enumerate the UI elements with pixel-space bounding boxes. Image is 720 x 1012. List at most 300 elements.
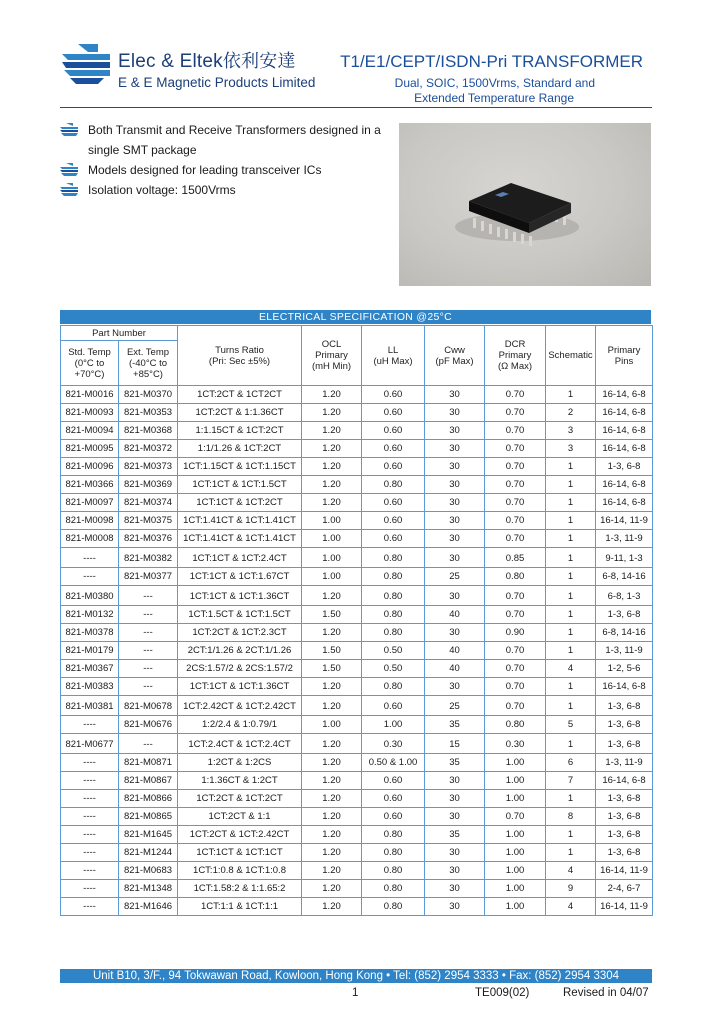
cww-value: 30 — [425, 862, 485, 880]
turns-ratio: 1CT:2.4CT & 1CT:2.4CT — [178, 734, 302, 754]
ext-temp-part: 821-M1348 — [119, 880, 178, 898]
schematic-number: 3 — [546, 422, 596, 440]
table-row — [61, 772, 653, 790]
primary-pins: 16-14, 6-8 — [596, 678, 653, 696]
table-row — [61, 734, 653, 754]
ll-value: 0.80 — [362, 898, 425, 916]
cww-value: 40 — [425, 606, 485, 624]
std-temp-part: 821-M0367 — [61, 660, 119, 678]
primary-pins: 16-14, 6-8 — [596, 476, 653, 494]
ocl-header: OCL Primary (mH Min) — [302, 326, 362, 386]
ext-temp-part: --- — [119, 678, 178, 696]
table-row — [61, 898, 653, 916]
cww-value: 30 — [425, 772, 485, 790]
primary-pins: 16-14, 6-8 — [596, 494, 653, 512]
company-name: Elec & Eltek依利安達 — [118, 51, 296, 72]
schematic-number: 7 — [546, 772, 596, 790]
primary-pins: 1-3, 6-8 — [596, 790, 653, 808]
table-row — [61, 606, 653, 624]
cww-value: 15 — [425, 734, 485, 754]
primary-pins: 1-3, 11-9 — [596, 530, 653, 548]
cww-value: 30 — [425, 440, 485, 458]
std-temp-part: 821-M0366 — [61, 476, 119, 494]
turns-ratio: 1CT:2CT & 1CT:2.3CT — [178, 624, 302, 642]
cww-value: 30 — [425, 808, 485, 826]
primary-pins: 16-14, 11-9 — [596, 862, 653, 880]
std-temp-part: 821-M0677 — [61, 734, 119, 754]
std-temp-part: 821-M0179 — [61, 642, 119, 660]
ocl-value: 1.20 — [302, 440, 362, 458]
ll-value: 0.80 — [362, 606, 425, 624]
std-temp-header: Std. Temp (0°C to +70°C) — [61, 341, 119, 386]
cww-value: 40 — [425, 660, 485, 678]
primary-pins: 16-14, 11-9 — [596, 512, 653, 530]
feature-text: Models designed for leading transceiver ICs — [88, 163, 322, 177]
schematic-number: 5 — [546, 716, 596, 734]
dcr-value: 0.70 — [485, 512, 546, 530]
cww-header: Cww (pF Max) — [425, 326, 485, 386]
std-temp-part: 821-M0098 — [61, 512, 119, 530]
ll-value: 0.60 — [362, 530, 425, 548]
ext-temp-part: 821-M0353 — [119, 404, 178, 422]
ll-value: 0.80 — [362, 624, 425, 642]
document-code: TE009(02) — [475, 987, 530, 999]
table-row — [61, 476, 653, 494]
smt-transformer-icon — [399, 123, 651, 286]
ocl-value: 1.00 — [302, 548, 362, 568]
feature-list — [60, 120, 390, 200]
part-number-header: Part Number — [61, 326, 178, 341]
spec-table-body — [61, 386, 653, 916]
dcr-value: 0.70 — [485, 530, 546, 548]
ext-temp-part: 821-M0370 — [119, 386, 178, 404]
ll-value: 0.60 — [362, 696, 425, 716]
dcr-value: 0.70 — [485, 678, 546, 696]
cww-value: 30 — [425, 494, 485, 512]
ll-value: 0.80 — [362, 548, 425, 568]
ext-temp-part: 821-M0377 — [119, 568, 178, 586]
turns-ratio: 1CT:1.15CT & 1CT:1.15CT — [178, 458, 302, 476]
schematic-number: 1 — [546, 548, 596, 568]
cww-value: 35 — [425, 754, 485, 772]
table-row — [61, 568, 653, 586]
dcr-value: 0.70 — [485, 404, 546, 422]
std-temp-part: ---- — [61, 808, 119, 826]
std-temp-part: 821-M0381 — [61, 696, 119, 716]
dcr-value: 0.70 — [485, 696, 546, 716]
ext-temp-part: 821-M0871 — [119, 754, 178, 772]
turns-ratio: 1CT:1CT & 1CT:1.36CT — [178, 678, 302, 696]
ext-temp-part: 821-M1646 — [119, 898, 178, 916]
cww-value: 30 — [425, 898, 485, 916]
ocl-value: 1.20 — [302, 790, 362, 808]
table-row — [61, 808, 653, 826]
ocl-value: 1.00 — [302, 530, 362, 548]
ext-temp-part: --- — [119, 606, 178, 624]
cww-value: 30 — [425, 530, 485, 548]
ll-value: 0.60 — [362, 494, 425, 512]
primary-pins: 1-3, 11-9 — [596, 754, 653, 772]
cww-value: 30 — [425, 476, 485, 494]
document-subtitle-line1: Dual, SOIC, 1500Vrms, Standard and — [394, 76, 595, 90]
cww-value: 30 — [425, 458, 485, 476]
turns-ratio: 1CT:1CT & 1CT:1.5CT — [178, 476, 302, 494]
feature-item — [60, 160, 390, 180]
cww-value: 30 — [425, 624, 485, 642]
ll-value: 0.80 — [362, 880, 425, 898]
table-row — [61, 696, 653, 716]
table-row — [61, 530, 653, 548]
table-row — [61, 716, 653, 734]
std-temp-part: ---- — [61, 844, 119, 862]
ext-temp-part: --- — [119, 734, 178, 754]
schematic-number: 1 — [546, 826, 596, 844]
table-row — [61, 440, 653, 458]
ll-value: 0.60 — [362, 386, 425, 404]
cww-value: 30 — [425, 844, 485, 862]
ll-value: 0.80 — [362, 586, 425, 606]
ocl-value: 1.20 — [302, 678, 362, 696]
ocl-value: 1.20 — [302, 476, 362, 494]
schematic-number: 4 — [546, 898, 596, 916]
schematic-number: 2 — [546, 404, 596, 422]
ll-value: 0.60 — [362, 512, 425, 530]
ext-temp-part: 821-M0376 — [119, 530, 178, 548]
cww-value: 35 — [425, 826, 485, 844]
std-temp-part: ---- — [61, 754, 119, 772]
ll-value: 0.50 & 1.00 — [362, 754, 425, 772]
ll-value: 0.60 — [362, 790, 425, 808]
std-temp-part: ---- — [61, 862, 119, 880]
table-row — [61, 586, 653, 606]
turns-ratio: 1:2CT & 1:2CS — [178, 754, 302, 772]
std-temp-part: 821-M0096 — [61, 458, 119, 476]
table-row — [61, 754, 653, 772]
schematic-number: 4 — [546, 862, 596, 880]
primary-pins: 16-14, 11-9 — [596, 898, 653, 916]
schematic-number: 8 — [546, 808, 596, 826]
ocl-value: 1.20 — [302, 772, 362, 790]
ocl-value: 1.20 — [302, 734, 362, 754]
cww-value: 25 — [425, 568, 485, 586]
ext-temp-header: Ext. Temp (-40°C to +85°C) — [119, 341, 178, 386]
document-subtitle-line2: Extended Temperature Range — [414, 91, 574, 105]
ll-value: 0.50 — [362, 660, 425, 678]
turns-ratio: 1:1/1.26 & 1CT:2CT — [178, 440, 302, 458]
turns-ratio: 1CT:2CT & 1:1.36CT — [178, 404, 302, 422]
document-title: T1/E1/CEPT/ISDN-Pri TRANSFORMER — [340, 52, 643, 71]
ll-value: 0.80 — [362, 862, 425, 880]
ext-temp-part: 821-M0369 — [119, 476, 178, 494]
ext-temp-part: 821-M0382 — [119, 548, 178, 568]
schematic-number: 1 — [546, 494, 596, 512]
table-row — [61, 624, 653, 642]
table-row — [61, 458, 653, 476]
turns-ratio: 1CT:1CT & 1CT:1.36CT — [178, 586, 302, 606]
cww-value: 30 — [425, 880, 485, 898]
ext-temp-part: 821-M0678 — [119, 696, 178, 716]
std-temp-part: ---- — [61, 548, 119, 568]
std-temp-part: 821-M0095 — [61, 440, 119, 458]
primary-pins: 1-3, 6-8 — [596, 808, 653, 826]
feature-text: Both Transmit and Receive Transformers designed in a single SMT package — [88, 123, 381, 157]
dcr-value: 0.90 — [485, 624, 546, 642]
schematic-number: 1 — [546, 844, 596, 862]
turns-ratio: 1CT:1CT & 1CT:1CT — [178, 844, 302, 862]
turns-ratio: 1:1.15CT & 1CT:2CT — [178, 422, 302, 440]
feature-item — [60, 120, 390, 160]
schematic-header: Schematic — [546, 326, 596, 386]
turns-ratio: 1:1.36CT & 1:2CT — [178, 772, 302, 790]
dcr-value: 0.70 — [485, 440, 546, 458]
ocl-value: 1.20 — [302, 386, 362, 404]
ext-temp-part: --- — [119, 642, 178, 660]
ll-value: 0.80 — [362, 826, 425, 844]
company-name-cjk: 依利安達 — [222, 51, 296, 72]
schematic-number: 1 — [546, 790, 596, 808]
ll-value: 0.60 — [362, 404, 425, 422]
header-divider — [60, 107, 652, 108]
cww-value: 30 — [425, 678, 485, 696]
ocl-value: 1.20 — [302, 494, 362, 512]
primary-pins: 2-4, 6-7 — [596, 880, 653, 898]
turns-ratio: 1CT:1:1 & 1CT:1:1 — [178, 898, 302, 916]
primary-pins: 1-3, 6-8 — [596, 458, 653, 476]
cww-value: 35 — [425, 716, 485, 734]
dcr-value: 1.00 — [485, 880, 546, 898]
dcr-value: 1.00 — [485, 826, 546, 844]
ocl-value: 1.50 — [302, 660, 362, 678]
dcr-value: 0.70 — [485, 808, 546, 826]
schematic-number: 3 — [546, 440, 596, 458]
dcr-value: 0.70 — [485, 458, 546, 476]
schematic-number: 1 — [546, 586, 596, 606]
schematic-number: 1 — [546, 512, 596, 530]
cww-value: 30 — [425, 422, 485, 440]
table-row — [61, 404, 653, 422]
table-row — [61, 548, 653, 568]
std-temp-part: ---- — [61, 880, 119, 898]
primary-pins: 6-8, 1-3 — [596, 586, 653, 606]
footer-address-bar: Unit B10, 3/F., 94 Tokwawan Road, Kowloon, Hong Kong • Tel: (852) 2954 3333 • Fax: (852) 2954 3304 — [60, 969, 652, 983]
table-row — [61, 422, 653, 440]
primary-pins: 6-8, 14-16 — [596, 624, 653, 642]
ocl-value: 1.20 — [302, 422, 362, 440]
ocl-value: 1.20 — [302, 458, 362, 476]
schematic-number: 1 — [546, 476, 596, 494]
schematic-number: 6 — [546, 754, 596, 772]
turns-ratio: 1CT:1.41CT & 1CT:1.41CT — [178, 530, 302, 548]
dcr-value: 1.00 — [485, 862, 546, 880]
ocl-value: 1.00 — [302, 568, 362, 586]
ll-value: 0.80 — [362, 476, 425, 494]
dcr-value: 1.00 — [485, 772, 546, 790]
dcr-value: 0.70 — [485, 476, 546, 494]
primary-pins: 1-3, 6-8 — [596, 844, 653, 862]
ll-value: 0.30 — [362, 734, 425, 754]
dcr-header: DCR Primary (Ω Max) — [485, 326, 546, 386]
primary-pins: 1-3, 6-8 — [596, 826, 653, 844]
ocl-value: 1.20 — [302, 696, 362, 716]
ocl-value: 1.20 — [302, 624, 362, 642]
schematic-number: 1 — [546, 458, 596, 476]
primary-pins: 1-3, 6-8 — [596, 716, 653, 734]
dcr-value: 0.70 — [485, 660, 546, 678]
ext-temp-part: 821-M0374 — [119, 494, 178, 512]
primary-pins: 16-14, 6-8 — [596, 386, 653, 404]
turns-ratio: 1CT:1CT & 1CT:1.67CT — [178, 568, 302, 586]
turns-ratio: 1CT:1.41CT & 1CT:1.41CT — [178, 512, 302, 530]
ll-value: 0.60 — [362, 422, 425, 440]
cww-value: 25 — [425, 696, 485, 716]
primary-pins: 1-3, 6-8 — [596, 606, 653, 624]
std-temp-part: ---- — [61, 790, 119, 808]
turns-ratio: 1CT:2CT & 1:1 — [178, 808, 302, 826]
std-temp-part: 821-M0097 — [61, 494, 119, 512]
ocl-value: 1.50 — [302, 642, 362, 660]
ll-header: LL (uH Max) — [362, 326, 425, 386]
ll-value: 0.80 — [362, 568, 425, 586]
table-row — [61, 386, 653, 404]
turns-ratio-header: Turns Ratio (Pri: Sec ±5%) — [178, 326, 302, 386]
ll-value: 1.00 — [362, 716, 425, 734]
dcr-value: 1.00 — [485, 844, 546, 862]
bullet-logo-icon — [60, 163, 78, 177]
ext-temp-part: 821-M1645 — [119, 826, 178, 844]
table-row — [61, 826, 653, 844]
schematic-number: 1 — [546, 568, 596, 586]
dcr-value: 0.80 — [485, 568, 546, 586]
dcr-value: 0.85 — [485, 548, 546, 568]
schematic-number: 1 — [546, 624, 596, 642]
primary-pins: 1-3, 6-8 — [596, 734, 653, 754]
turns-ratio: 1CT:1CT & 1CT:2.4CT — [178, 548, 302, 568]
dcr-value: 0.70 — [485, 586, 546, 606]
table-row — [61, 790, 653, 808]
ext-temp-part: 821-M0375 — [119, 512, 178, 530]
turns-ratio: 1CT:2CT & 1CT2CT — [178, 386, 302, 404]
revision-date: Revised in 04/07 — [563, 987, 649, 999]
dcr-value: 0.70 — [485, 606, 546, 624]
turns-ratio: 1CT:2.42CT & 1CT:2.42CT — [178, 696, 302, 716]
std-temp-part: 821-M0383 — [61, 678, 119, 696]
ocl-value: 1.20 — [302, 880, 362, 898]
ocl-value: 1.20 — [302, 808, 362, 826]
primary-pins: 9-11, 1-3 — [596, 548, 653, 568]
ext-temp-part: --- — [119, 660, 178, 678]
ext-temp-part: 821-M0683 — [119, 862, 178, 880]
turns-ratio: 1:2/2.4 & 1:0.79/1 — [178, 716, 302, 734]
ocl-value: 1.20 — [302, 862, 362, 880]
std-temp-part: ---- — [61, 898, 119, 916]
table-row — [61, 844, 653, 862]
dcr-value: 0.70 — [485, 642, 546, 660]
cww-value: 30 — [425, 386, 485, 404]
dcr-value: 0.30 — [485, 734, 546, 754]
std-temp-part: 821-M0132 — [61, 606, 119, 624]
ext-temp-part: 821-M0867 — [119, 772, 178, 790]
company-logo-icon — [60, 42, 112, 86]
table-row — [61, 512, 653, 530]
table-row — [61, 642, 653, 660]
schematic-number: 1 — [546, 696, 596, 716]
turns-ratio: 1CT:2CT & 1CT:2.42CT — [178, 826, 302, 844]
schematic-number: 9 — [546, 880, 596, 898]
schematic-number: 1 — [546, 530, 596, 548]
table-row — [61, 678, 653, 696]
ocl-value: 1.20 — [302, 754, 362, 772]
std-temp-part: 821-M0093 — [61, 404, 119, 422]
ext-temp-part: 821-M0368 — [119, 422, 178, 440]
std-temp-part: ---- — [61, 826, 119, 844]
primary-pins: 16-14, 6-8 — [596, 440, 653, 458]
std-temp-part: ---- — [61, 716, 119, 734]
std-temp-part: 821-M0378 — [61, 624, 119, 642]
dcr-value: 0.70 — [485, 422, 546, 440]
product-photo — [399, 123, 651, 286]
ll-value: 0.80 — [362, 678, 425, 696]
schematic-number: 1 — [546, 734, 596, 754]
std-temp-part: 821-M0380 — [61, 586, 119, 606]
table-row — [61, 880, 653, 898]
schematic-number: 1 — [546, 386, 596, 404]
table-row — [61, 862, 653, 880]
table-row — [61, 660, 653, 678]
ocl-value: 1.20 — [302, 404, 362, 422]
primary-pins: 1-2, 5-6 — [596, 660, 653, 678]
cww-value: 30 — [425, 586, 485, 606]
ext-temp-part: 821-M0372 — [119, 440, 178, 458]
dcr-value: 0.70 — [485, 494, 546, 512]
ocl-value: 1.20 — [302, 826, 362, 844]
std-temp-part: 821-M0016 — [61, 386, 119, 404]
ocl-value: 1.50 — [302, 606, 362, 624]
turns-ratio: 1CT:1.5CT & 1CT:1.5CT — [178, 606, 302, 624]
ocl-value: 1.00 — [302, 716, 362, 734]
table-row — [61, 494, 653, 512]
cww-value: 30 — [425, 790, 485, 808]
primary-pins: 16-14, 6-8 — [596, 422, 653, 440]
primary-pins: 16-14, 6-8 — [596, 404, 653, 422]
dcr-value: 0.70 — [485, 386, 546, 404]
primary-pins-header: Primary Pins — [596, 326, 653, 386]
primary-pins: 16-14, 6-8 — [596, 772, 653, 790]
dcr-value: 1.00 — [485, 790, 546, 808]
turns-ratio: 2CS:1.57/2 & 2CS:1.57/2 — [178, 660, 302, 678]
ext-temp-part: 821-M1244 — [119, 844, 178, 862]
dcr-value: 1.00 — [485, 898, 546, 916]
ocl-value: 1.00 — [302, 512, 362, 530]
turns-ratio: 1CT:1:0.8 & 1CT:1:0.8 — [178, 862, 302, 880]
ext-temp-part: --- — [119, 586, 178, 606]
ext-temp-part: --- — [119, 624, 178, 642]
schematic-number: 4 — [546, 660, 596, 678]
ext-temp-part: 821-M0373 — [119, 458, 178, 476]
turns-ratio: 1CT:1.58:2 & 1:1.65:2 — [178, 880, 302, 898]
schematic-number: 1 — [546, 642, 596, 660]
feature-text: Isolation voltage: 1500Vrms — [88, 183, 236, 197]
dcr-value: 0.80 — [485, 716, 546, 734]
ll-value: 0.60 — [362, 440, 425, 458]
ocl-value: 1.20 — [302, 898, 362, 916]
turns-ratio: 1CT:1CT & 1CT:2CT — [178, 494, 302, 512]
feature-item — [60, 180, 390, 200]
cww-value: 30 — [425, 404, 485, 422]
ext-temp-part: 821-M0865 — [119, 808, 178, 826]
ext-temp-part: 821-M0866 — [119, 790, 178, 808]
electrical-spec-title: ELECTRICAL SPECIFICATION @25°C — [60, 310, 651, 324]
ll-value: 0.80 — [362, 844, 425, 862]
